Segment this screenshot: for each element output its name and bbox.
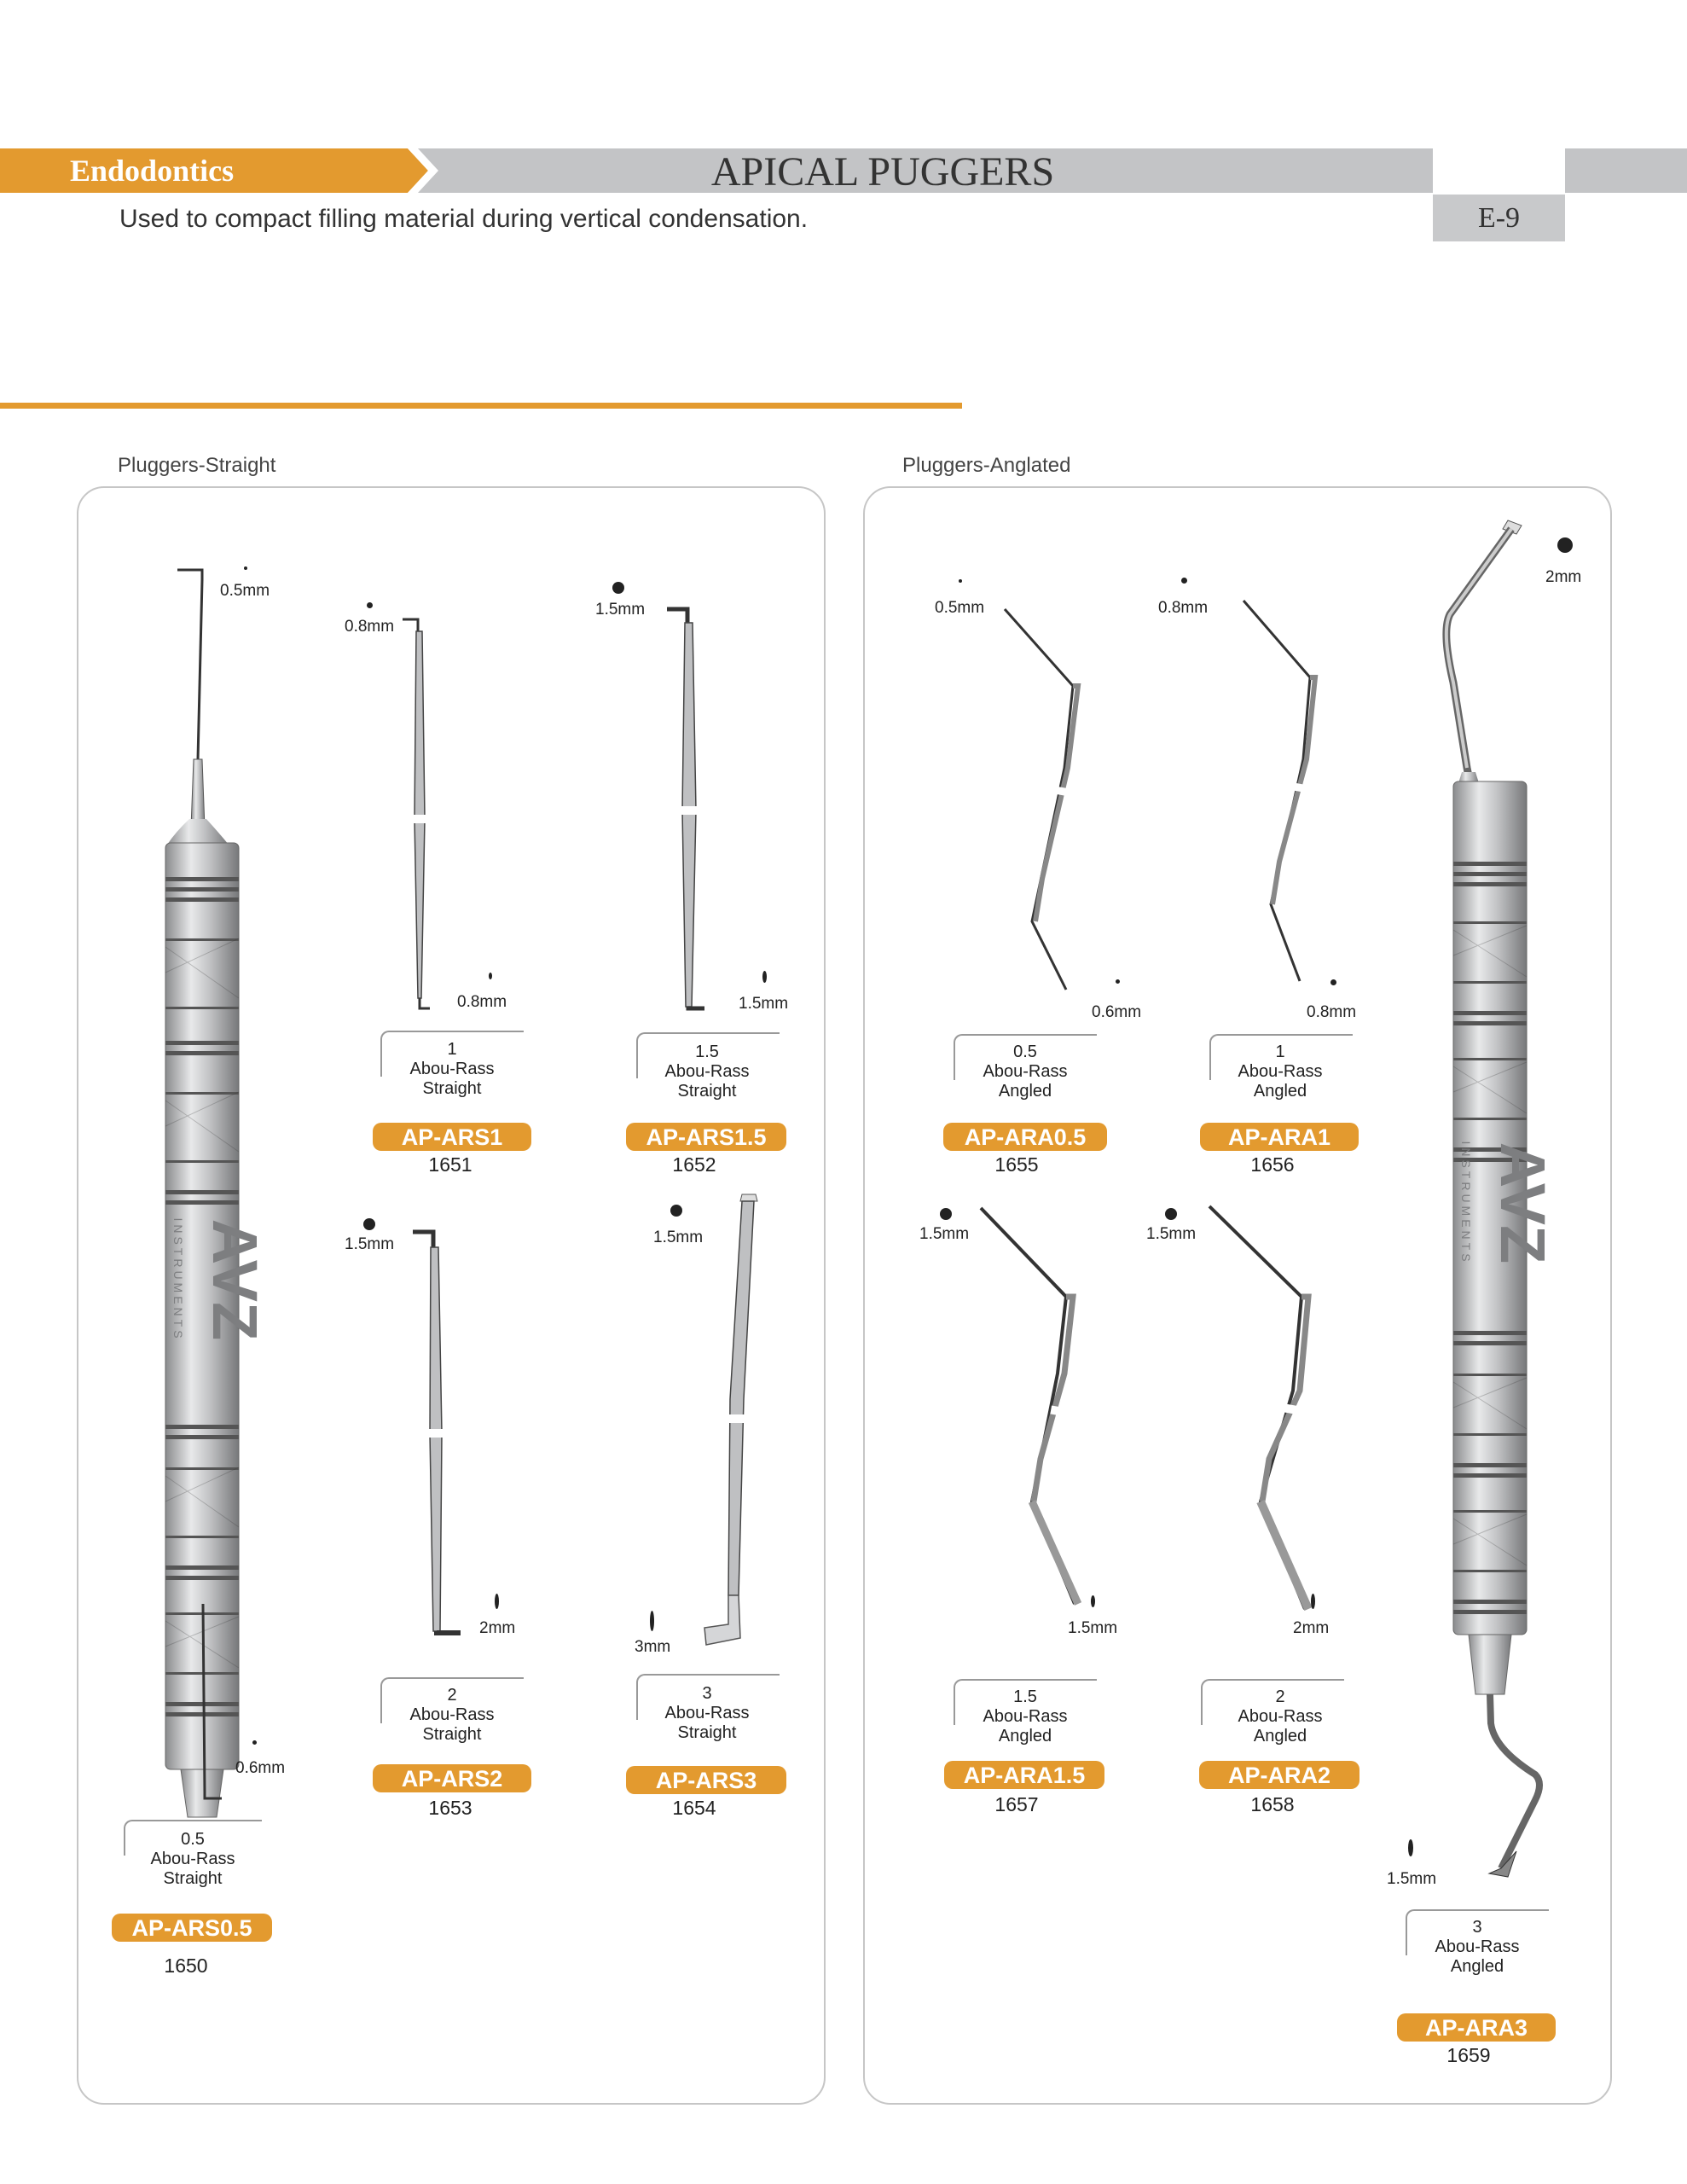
product-number: 1650 [164, 1955, 208, 1977]
group-title-straight: Pluggers-Straight [118, 454, 276, 477]
instrument-ars1 [392, 614, 443, 1015]
caption-size: 0.5 [181, 1830, 205, 1849]
caption-type: Angled [1253, 1082, 1307, 1101]
caption [635, 1043, 780, 1101]
tip-dot [489, 973, 492, 979]
caption-type: Straight [422, 1079, 482, 1098]
instrument-ara2 [1203, 1203, 1339, 1612]
measure-bottom: 0.6mm [1092, 1003, 1142, 1021]
measure-bottom: 0.8mm [1307, 1003, 1357, 1021]
instrument-ara15 [972, 1203, 1109, 1612]
tip-dot [762, 971, 767, 983]
caption-type: Straight [422, 1725, 482, 1744]
tip-dot [1091, 1595, 1095, 1607]
caption-size: 2 [1275, 1687, 1285, 1706]
measure-top: 0.5mm [220, 582, 270, 600]
caption-size: 2 [447, 1686, 457, 1705]
caption-type: Straight [677, 1723, 737, 1742]
caption-type: Angled [998, 1727, 1052, 1745]
caption [635, 1684, 780, 1743]
caption [120, 1830, 265, 1889]
product-code: AP-ARA3 [1397, 2013, 1556, 2042]
measure-top: 0.8mm [345, 618, 395, 636]
measure-top: 0.5mm [935, 599, 985, 617]
product-code: AP-ARS2 [373, 1764, 531, 1792]
caption-name: Abou-Rass [1238, 1707, 1323, 1726]
product-code: AP-ARS1 [373, 1123, 531, 1151]
tip-dot [940, 1208, 952, 1220]
tip-dot [1116, 979, 1120, 984]
caption [953, 1043, 1098, 1101]
tip-dot [670, 1205, 682, 1217]
divider [0, 403, 962, 409]
product-number: 1654 [672, 1797, 716, 1819]
title-banner-end [1565, 148, 1687, 193]
tip-dot [612, 582, 624, 594]
caption [1208, 1043, 1353, 1101]
caption-size: 1.5 [695, 1043, 719, 1061]
product-number: 1652 [672, 1153, 716, 1176]
avz-logo: AVZ [200, 1218, 270, 1341]
instrument-ars05-lower-tip [188, 1604, 239, 1800]
product-number: 1657 [994, 1793, 1039, 1815]
caption [953, 1687, 1098, 1746]
tip-dot [959, 579, 962, 583]
caption-name: Abou-Rass [409, 1060, 495, 1078]
group-title-angled: Pluggers-Anglated [902, 454, 1071, 477]
tip-dot [1311, 1594, 1315, 1609]
product-code: AP-ARA1.5 [944, 1761, 1104, 1789]
instruments-text: INSTRUMENTS [171, 1217, 185, 1342]
caption-name: Abou-Rass [150, 1850, 235, 1868]
product-code: AP-ARS3 [626, 1766, 786, 1794]
caption-size: 1 [1275, 1043, 1285, 1061]
measure-bottom: 2mm [1293, 1619, 1330, 1637]
tip-dot [244, 566, 247, 570]
measure-bottom: 2mm [479, 1619, 516, 1637]
instrument-ars05-lower [171, 1817, 256, 1818]
measure-top: 1.5mm [653, 1228, 704, 1246]
instruments-text: INSTRUMENTS [1459, 1141, 1473, 1265]
caption [1405, 1918, 1550, 1977]
caption-size: 1.5 [1013, 1687, 1037, 1706]
caption [380, 1040, 525, 1099]
product-code: AP-ARS1.5 [626, 1123, 786, 1151]
caption-name: Abou-Rass [664, 1704, 750, 1722]
caption-type: Straight [163, 1869, 223, 1888]
page-title: APICAL PUGGERS [710, 149, 1055, 195]
measure-bottom: 3mm [635, 1638, 671, 1656]
product-code: AP-ARS0.5 [112, 1914, 272, 1942]
product-number: 1655 [994, 1153, 1039, 1176]
caption-size: 3 [702, 1684, 712, 1703]
product-code: AP-ARA2 [1199, 1761, 1359, 1789]
instrument-ara05 [972, 597, 1109, 998]
tip-dot [650, 1611, 654, 1631]
measure-bottom: 1.5mm [1387, 1870, 1437, 1888]
caption [1208, 1687, 1353, 1746]
measure-bottom: 0.8mm [457, 993, 507, 1011]
caption-name: Abou-Rass [983, 1707, 1068, 1726]
measure-top: 2mm [1545, 568, 1582, 586]
measure-top: 0.8mm [1158, 599, 1209, 617]
measure-top: 1.5mm [1146, 1225, 1197, 1243]
caption-name: Abou-Rass [983, 1062, 1068, 1081]
tip-dot [495, 1594, 499, 1609]
tip-dot [1165, 1208, 1177, 1220]
measure-bottom: 0.6mm [235, 1759, 286, 1777]
measure-top: 1.5mm [345, 1235, 395, 1253]
product-code: AP-ARA1 [1200, 1123, 1359, 1151]
measure-bottom: 1.5mm [1068, 1619, 1118, 1637]
tip-dot [1557, 537, 1573, 553]
instrument-ars3 [691, 1194, 776, 1655]
product-number: 1658 [1250, 1793, 1295, 1815]
caption-type: Angled [998, 1082, 1052, 1101]
caption-type: Straight [677, 1082, 737, 1101]
section-label: Endodontics [70, 154, 235, 188]
page-number: E-9 [1433, 195, 1565, 241]
page-subtitle: Used to compact filling material during vertical condensation. [119, 205, 809, 233]
caption-size: 0.5 [1013, 1043, 1037, 1061]
caption-name: Abou-Rass [664, 1062, 750, 1081]
tip-dot [252, 1740, 257, 1745]
measure-top: 1.5mm [919, 1225, 970, 1243]
instrument-ara3 [1416, 512, 1586, 1894]
tip-dot [1330, 979, 1336, 985]
caption-size: 1 [447, 1040, 457, 1059]
tip-dot [363, 1218, 375, 1230]
caption-type: Angled [1253, 1727, 1307, 1745]
caption-name: Abou-Rass [409, 1705, 495, 1724]
tip-dot [367, 602, 373, 608]
caption-type: Angled [1450, 1957, 1504, 1976]
instrument-ars2 [408, 1228, 476, 1638]
measure-bottom: 1.5mm [739, 995, 789, 1013]
instrument-ara1 [1211, 589, 1348, 998]
product-number: 1659 [1446, 2044, 1491, 2066]
caption-size: 3 [1472, 1918, 1482, 1937]
caption-name: Abou-Rass [1435, 1937, 1520, 1956]
product-code: AP-ARA0.5 [943, 1123, 1107, 1151]
caption [380, 1686, 525, 1745]
avz-logo: AVZ [1487, 1141, 1558, 1264]
tip-dot [1408, 1839, 1413, 1856]
instrument-ars15 [662, 606, 722, 1015]
caption-name: Abou-Rass [1238, 1062, 1323, 1081]
product-number: 1651 [428, 1153, 472, 1176]
product-number: 1653 [428, 1797, 472, 1819]
product-number: 1656 [1250, 1153, 1295, 1176]
tip-dot [1181, 578, 1187, 584]
measure-top: 1.5mm [595, 601, 646, 619]
